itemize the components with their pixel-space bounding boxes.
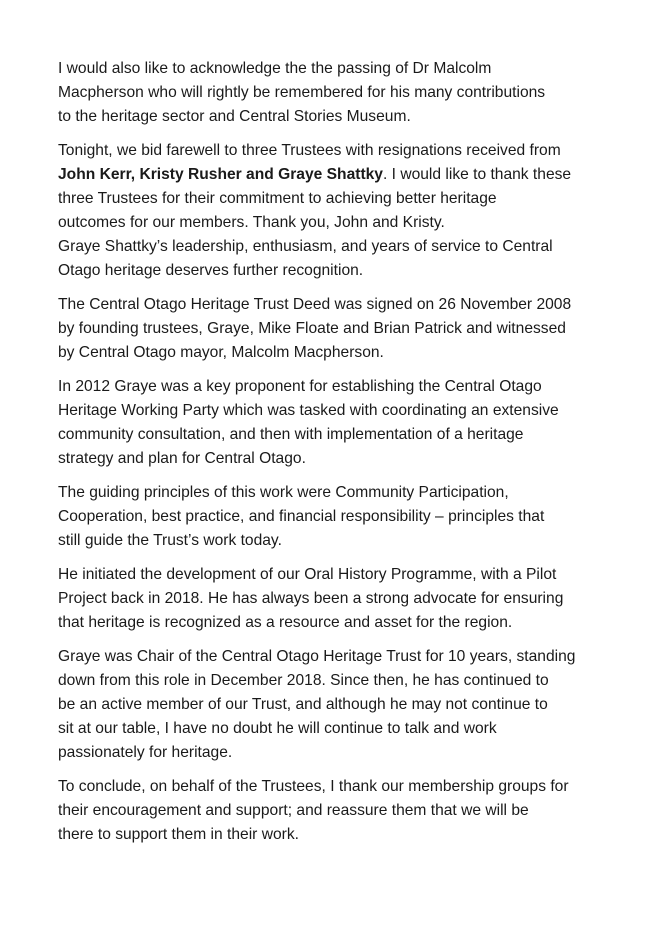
paragraph-chair-service: Graye was Chair of the Central Otago Heritage Trust for 10 years, standing down from this role in December 2018. Since then, he has continued to be an active member of our Trust, and although he may not continue to sit at our table, I have no doubt he will continue to talk and work passionately for heritage.: [58, 648, 576, 761]
farewell-thanks-text: . I would like to thank these three Trustees for their commitment to achieving better heritage outcomes for our members. Thank you, John and Kristy. Graye Shattky’s leadership, enthusiasm, and years of service to Central Otago heritage deserves further recognition.: [58, 166, 572, 279]
paragraph-malcolm-macpherson: I would also like to acknowledge the the passing of Dr Malcolm Macpherson who will rightly be remembered for his many contributions to the heritage sector and Central Stories Museum.: [58, 60, 546, 125]
paragraph-trust-deed: The Central Otago Heritage Trust Deed was signed on 26 November 2008 by founding trustees, Graye, Mike Floate and Brian Patrick and witnessed by Central Otago mayor, Malcolm Macpherson.: [58, 296, 572, 361]
paragraph-trustee-farewell: [58, 139, 598, 283]
document-body: [58, 57, 598, 857]
farewell-intro-text: Tonight, we bid farewell to three Trustees with resignations received from: [58, 142, 561, 159]
resigning-trustees-names: John Kerr, Kristy Rusher and Graye Shattky: [58, 166, 383, 183]
paragraph-oral-history: He initiated the development of our Oral History Programme, with a Pilot Project back in 2018. He has always been a strong advocate for ensuring that heritage is recognized as a resource and asset for the region.: [58, 566, 564, 631]
paragraph-guiding-principles: The guiding principles of this work were Community Participation, Cooperation, best practice, and financial responsibility – principles that still guide the Trust’s work today.: [58, 484, 545, 549]
paragraph-working-party: In 2012 Graye was a key proponent for establishing the Central Otago Heritage Working Party which was tasked with coordinating an extensive community consultation, and then with implementation of a heritage strategy and plan for Central Otago.: [58, 378, 559, 467]
paragraph-conclusion: To conclude, on behalf of the Trustees, I thank our membership groups for their encouragement and support; and reassure them that we will be there to support them in their work.: [58, 778, 569, 843]
